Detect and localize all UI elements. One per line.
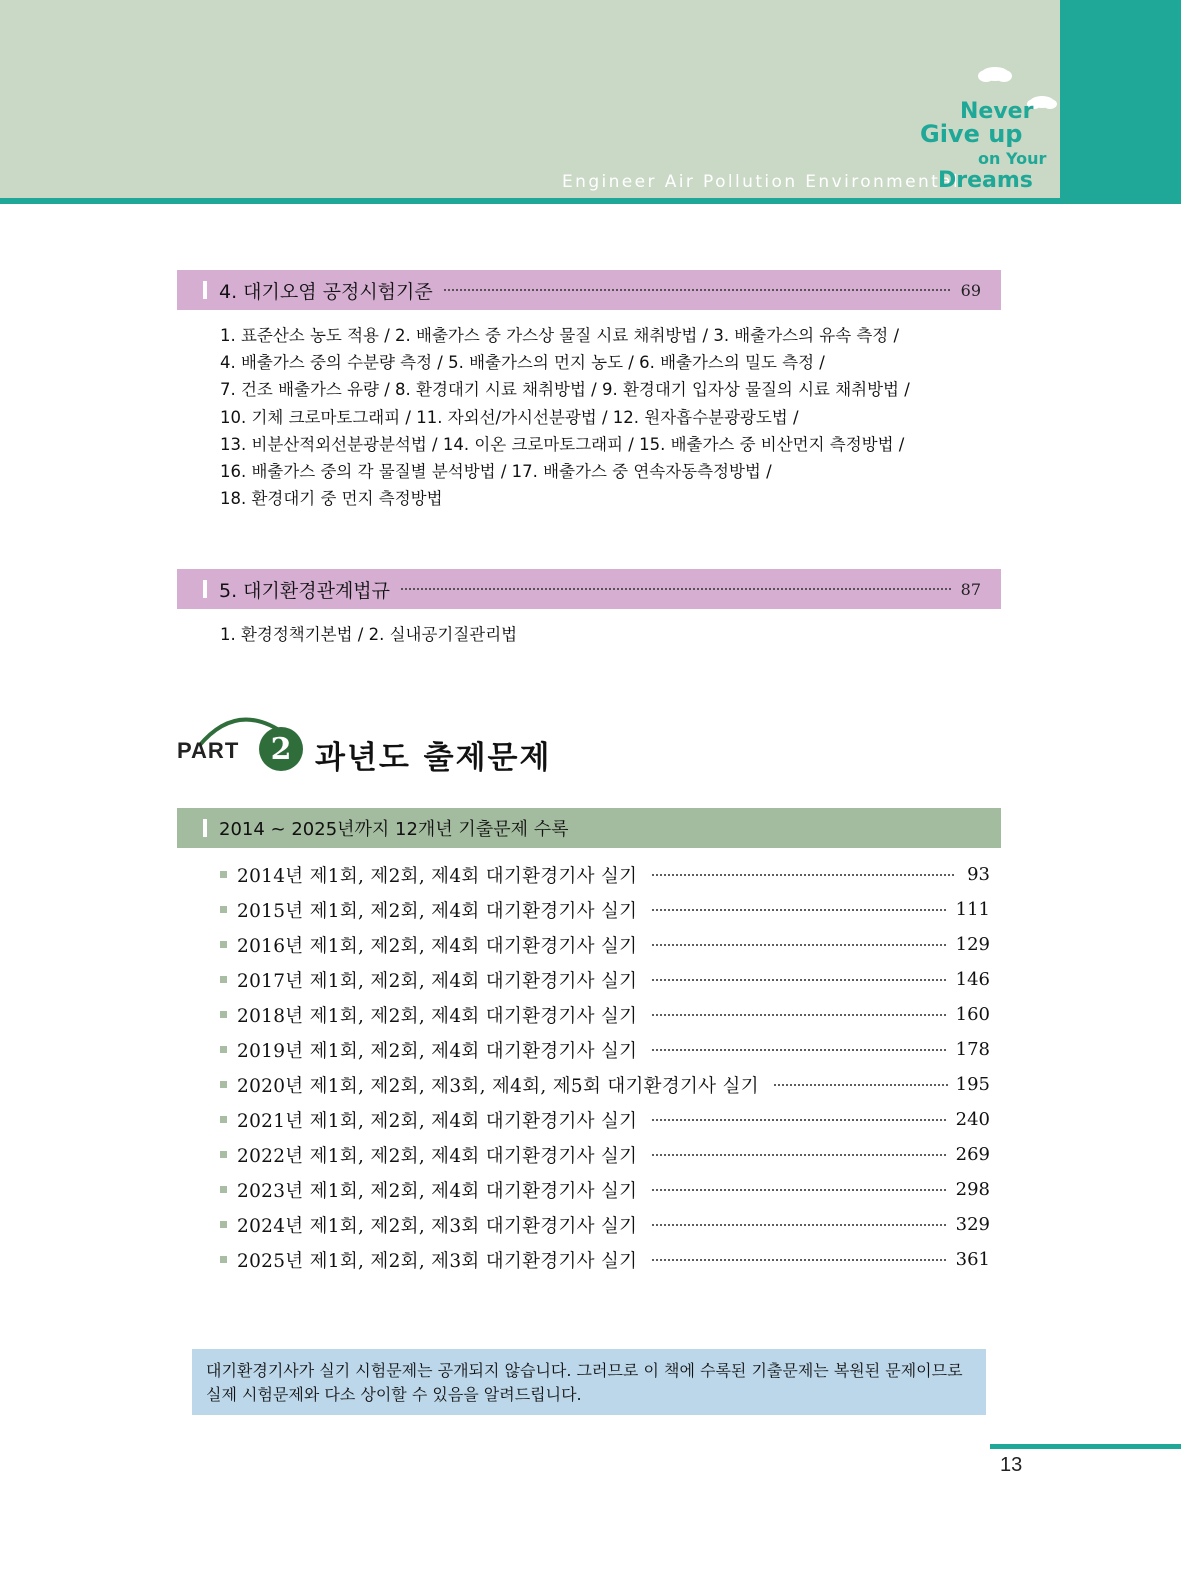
- bullet-square-icon: [220, 1151, 227, 1158]
- header-accent-block: [1060, 0, 1181, 204]
- section-4-line: 18. 환경대기 중 먼지 측정방법: [220, 489, 443, 509]
- section-marker: [203, 580, 207, 598]
- bullet-square-icon: [220, 1221, 227, 1228]
- toc-label: 2017년 제1회, 제2회, 제4회 대기환경기사 실기: [237, 970, 638, 992]
- leader-dots: [651, 909, 947, 911]
- toc-page: 146: [955, 969, 990, 990]
- logo-text-give-up: Give up: [920, 120, 1023, 148]
- toc-row[interactable]: [220, 857, 990, 892]
- bullet-square-icon: [220, 1116, 227, 1123]
- leader-dots: [651, 1154, 947, 1156]
- toc-label: 2023년 제1회, 제2회, 제4회 대기환경기사 실기: [237, 1180, 638, 1202]
- toc-row[interactable]: [220, 1067, 990, 1102]
- toc-row[interactable]: [220, 1172, 990, 1207]
- toc-label: 2021년 제1회, 제2회, 제4회 대기환경기사 실기: [237, 1110, 638, 1132]
- section-4-page: 69: [960, 280, 981, 300]
- toc-label: 2015년 제1회, 제2회, 제4회 대기환경기사 실기: [237, 900, 638, 922]
- section-4-line: 13. 비분산적외선분광분석법 / 14. 이온 크로마토그래피 / 15. 배출가스 중 비산먼지 측정방법 /: [220, 434, 905, 454]
- bullet-square-icon: [220, 941, 227, 948]
- section-5-contents: [220, 621, 517, 648]
- leader-dots: [651, 1189, 947, 1191]
- toc-page: 93: [967, 864, 990, 885]
- notice-line: 실제 시험문제와 다소 상이할 수 있음을 알려드립니다.: [206, 1385, 582, 1404]
- leader-dots: [651, 1224, 947, 1226]
- toc-page: 129: [955, 934, 990, 955]
- part-number-badge: 2: [259, 727, 303, 771]
- toc-page: 178: [955, 1039, 990, 1060]
- header-divider: [0, 198, 1181, 204]
- leader-dots: [773, 1084, 948, 1086]
- toc-row[interactable]: [220, 892, 990, 927]
- never-give-up-logo: [920, 60, 1060, 195]
- toc-row[interactable]: [220, 1207, 990, 1242]
- toc-row[interactable]: [220, 927, 990, 962]
- toc-label: 2016년 제1회, 제2회, 제4회 대기환경기사 실기: [237, 935, 638, 957]
- toc-row[interactable]: [220, 1137, 990, 1172]
- logo-text-on-your: on Your: [978, 149, 1047, 168]
- part-2-header: [177, 708, 777, 788]
- toc-label: 2022년 제1회, 제2회, 제4회 대기환경기사 실기: [237, 1145, 638, 1167]
- section-5-header[interactable]: [177, 569, 1001, 609]
- toc-label: 2018년 제1회, 제2회, 제4회 대기환경기사 실기: [237, 1005, 638, 1027]
- toc-page: 361: [955, 1249, 990, 1270]
- toc-row[interactable]: [220, 1242, 990, 1277]
- section-5-line: 1. 환경정책기본법 / 2. 실내공기질관리법: [220, 625, 518, 644]
- bullet-square-icon: [220, 976, 227, 983]
- section-marker: [203, 819, 207, 837]
- toc-label: 2025년 제1회, 제2회, 제3회 대기환경기사 실기: [237, 1250, 638, 1272]
- leader-dots: [443, 289, 951, 291]
- section-marker: [203, 281, 207, 299]
- toc-page: 329: [955, 1214, 990, 1235]
- leader-dots: [651, 874, 954, 876]
- bullet-square-icon: [220, 871, 227, 878]
- section-4-line: 10. 기체 크로마토그래피 / 11. 자외선/가시선분광법 / 12. 원자흡수분광광도법 /: [220, 407, 799, 427]
- leader-dots: [651, 1259, 947, 1261]
- toc-row[interactable]: [220, 997, 990, 1032]
- exam-list: [220, 857, 990, 1277]
- section-4-line: 7. 건조 배출가스 유량 / 8. 환경대기 시료 채취방법 / 9. 환경대기 입자상 물질의 시료 채취방법 /: [220, 380, 910, 400]
- section-4-contents: [220, 322, 910, 512]
- toc-row[interactable]: [220, 1032, 990, 1067]
- toc-label: 2014년 제1회, 제2회, 제4회 대기환경기사 실기: [237, 865, 638, 887]
- part-2-subheader-title: 2014 ~ 2025년까지 12개년 기출문제 수록: [219, 819, 569, 840]
- bullet-square-icon: [220, 1046, 227, 1053]
- leader-dots: [651, 1014, 947, 1016]
- toc-page: 240: [955, 1109, 990, 1130]
- bullet-square-icon: [220, 1081, 227, 1088]
- logo-text-dreams: Dreams: [938, 168, 1033, 193]
- toc-page: 298: [955, 1179, 990, 1200]
- header-tagline: Engineer Air Pollution Environmental: [562, 172, 961, 192]
- header-banner: [0, 0, 1060, 200]
- toc-row[interactable]: [220, 962, 990, 997]
- section-4-line: 4. 배출가스 중의 수분량 측정 / 5. 배출가스의 먼지 농도 / 6. 배출가스의 밀도 측정 /: [220, 353, 825, 373]
- section-4-line: 16. 배출가스 중의 각 물질별 분석방법 / 17. 배출가스 중 연속자동측정방법 /: [220, 462, 772, 482]
- leader-dots: [651, 944, 947, 946]
- toc-page: 160: [955, 1004, 990, 1025]
- bullet-square-icon: [220, 906, 227, 913]
- notice-box: [192, 1349, 986, 1415]
- part-2-subheader: [177, 808, 1001, 848]
- notice-line: 대기환경기사가 실기 시험문제는 공개되지 않습니다. 그러므로 이 책에 수록된 기출문제는 복원된 문제이므로: [206, 1361, 963, 1380]
- bullet-square-icon: [220, 1256, 227, 1263]
- leader-dots: [651, 979, 947, 981]
- toc-page: 195: [955, 1074, 990, 1095]
- logo-text-never: Never: [960, 99, 1034, 124]
- section-5-title: 5. 대기환경관계법규: [219, 579, 390, 602]
- page-number: 13: [1000, 1454, 1023, 1476]
- toc-label: 2019년 제1회, 제2회, 제4회 대기환경기사 실기: [237, 1040, 638, 1062]
- leader-dots: [400, 588, 951, 590]
- leader-dots: [651, 1049, 947, 1051]
- section-5-page: 87: [960, 579, 981, 599]
- section-4-title: 4. 대기오염 공정시험기준: [219, 280, 433, 303]
- toc-label: 2020년 제1회, 제2회, 제3회, 제4회, 제5회 대기환경기사 실기: [237, 1075, 759, 1097]
- part-title: 과년도 출제문제: [315, 740, 552, 776]
- leader-dots: [651, 1119, 947, 1121]
- toc-page: 111: [955, 899, 990, 920]
- section-4-header[interactable]: [177, 270, 1001, 310]
- bullet-square-icon: [220, 1186, 227, 1193]
- toc-page: 269: [955, 1144, 990, 1165]
- bullet-square-icon: [220, 1011, 227, 1018]
- part-label: PART: [177, 738, 240, 763]
- section-4-line: 1. 표준산소 농도 적용 / 2. 배출가스 중 가스상 물질 시료 채취방법 / 3. 배출가스의 유속 측정 /: [220, 326, 900, 345]
- toc-row[interactable]: [220, 1102, 990, 1137]
- footer-divider: [990, 1444, 1181, 1449]
- toc-label: 2024년 제1회, 제2회, 제3회 대기환경기사 실기: [237, 1215, 638, 1237]
